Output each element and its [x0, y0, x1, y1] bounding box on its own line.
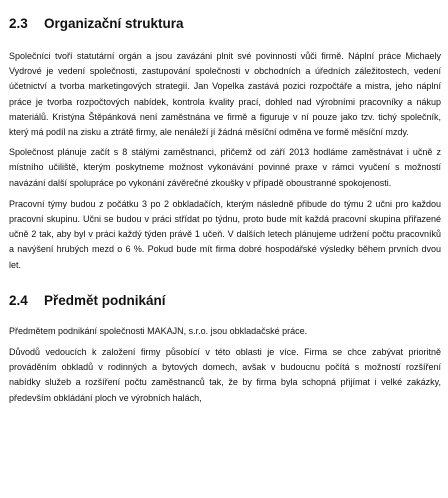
paragraph-predmet: Předmětem podnikání společnosti MAKAJN, s.r.o. jsou obkladačské práce. — [9, 325, 308, 336]
section-title: Organizační struktura — [44, 16, 184, 31]
section-heading-organizacni-struktura — [9, 0, 441, 33]
paragraph-zamestnanci: Společnost plánuje začít s 8 stálými zaměstnanci, přičemž od září 2013 hodláme zaměstnávat i učně z místního učiliště, kterým poskytneme možnost vykonávání povinné praxe v rámci vyučení s možností navázání další spolupráce po vykonání závěrečné zkoušky v případě oboustranné spokojenosti. — [9, 147, 441, 188]
section-number: 2.3 — [9, 16, 28, 31]
section-title: Předmět podnikání — [44, 292, 166, 308]
section-heading-predmet-podnikani — [9, 292, 441, 310]
section-number: 2.4 — [9, 292, 28, 308]
paragraph-duvody: Důvodů vedoucích k založení firmy působící v této oblasti je více. Firma se chce zabývat prioritně prováděním obkladů v rodinných a bytových domech, avšak v budoucnu počítá s možností rozšíření nabídky služeb a rozšíření počtu zaměstnanců tak, že by firma byla schopná přijímat i velké zakázky, především obkládání ploch ve výrobních halách, — [9, 347, 441, 403]
paragraph-pracovni-tymy: Pracovní týmy budou z počátku 3 po 2 obkladačích, kterým následně přibude do týmu 2 učni pro každou pracovní skupinu. Učni se budou v práci střídat po týdnu, proto bude mít každá pracovní skupina přiřazené učně 2 tak, aby byl v práci každý týden právě 1 učeň. V dalších letech plánujeme udržení počtu pracovníků a navýšení hrubých mezd o 6 %. Pokud bude mít firma dobré hospodářské výsledky během prvních dvou let. — [9, 198, 441, 270]
paragraph-spolecnici: Společníci tvoří statutární orgán a jsou zavázáni plnit své povinnosti vůči firmě. Náplní práce Michaely Vydrové je vedení společnosti, zastupování společnosti v obchodních a úředních záležitostech, vedení účetnictví a tvorba marketingových strategií. Jan Vopelka zastává pozici rozpočtáře a mistra, jeho náplní práce je tvorba rozpočtových nabídek, kontrola kvality prací, dohled nad výrobními pracovníky a nákup materiálů. Kristýna Štěpánková není zaměstnána ve firmě a figuruje v ní pouze jako tzv. tichý společník, který má podíl na zisku a ztrátě firmy, ale nenáleží jí žádná měsíční odměna ve formě měsíční mzdy. — [9, 51, 441, 138]
